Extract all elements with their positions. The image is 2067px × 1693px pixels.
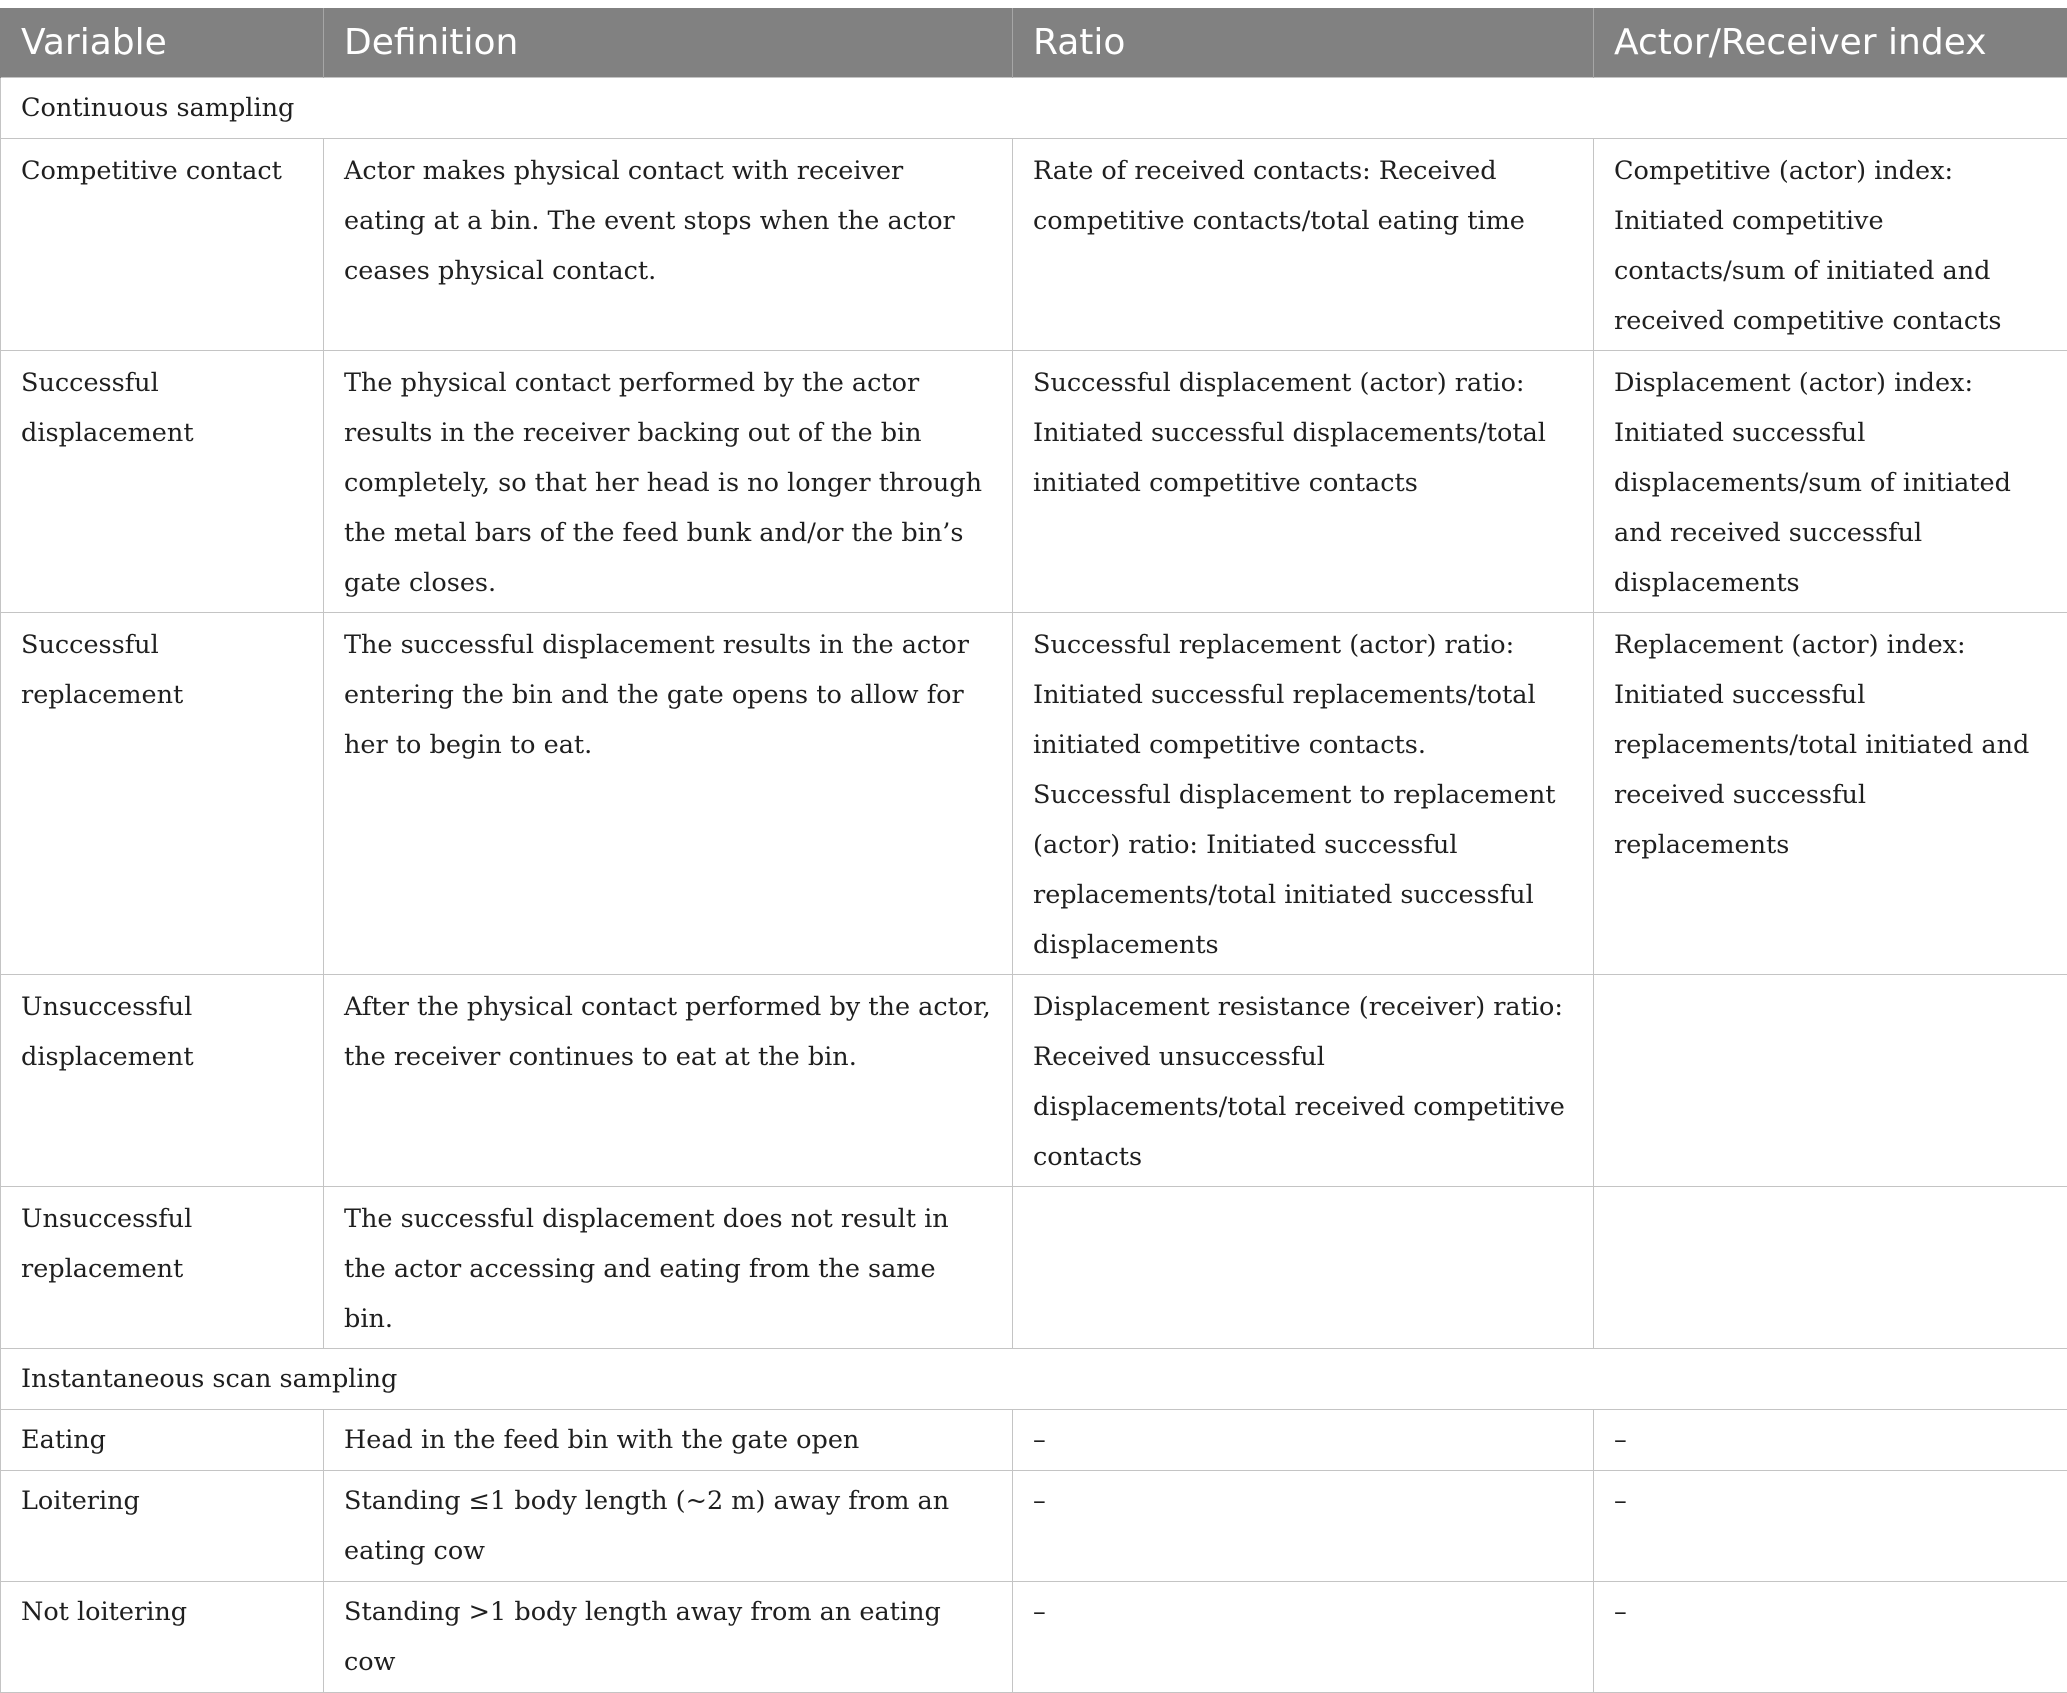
ratio-text: – xyxy=(1033,1415,1573,1465)
table-row xyxy=(1,1187,2067,1349)
index-cell xyxy=(1594,975,2067,1187)
definition-cell: After the physical contact performed by the actor, the receiver continues to eat at the bin. xyxy=(324,975,1013,1187)
index-cell: – xyxy=(1594,1410,2067,1471)
ratio-text: Successful displacement (actor) ratio: Initiated successful displacements/total initiated competitive contacts xyxy=(1033,358,1573,508)
ratio-cell xyxy=(1013,139,1594,351)
table-body xyxy=(1,78,2067,1693)
index-cell: Replacement (actor) index: Initiated successful replacements/total initiated and received successful replacements xyxy=(1594,613,2067,975)
index-cell: – xyxy=(1594,1582,2067,1693)
ratio-cell xyxy=(1013,1187,1594,1349)
ratio-cell xyxy=(1013,1582,1594,1693)
ratio-cell xyxy=(1013,613,1594,975)
ratio-cell xyxy=(1013,975,1594,1187)
column-header-ratio: Ratio xyxy=(1013,8,1594,78)
table-row xyxy=(1,975,2067,1187)
variable-cell: Unsuccessful displacement xyxy=(1,975,324,1187)
section-row-continuous xyxy=(1,78,2067,139)
index-cell xyxy=(1594,1187,2067,1349)
section-title: Continuous sampling xyxy=(1,78,2067,139)
variable-cell: Successful displacement xyxy=(1,351,324,613)
table-row xyxy=(1,1410,2067,1471)
section-title: Instantaneous scan sampling xyxy=(1,1349,2067,1410)
ratio-text: Rate of received contacts: Received competitive contacts/total eating time xyxy=(1033,146,1573,246)
table-row xyxy=(1,351,2067,613)
ratio-cell xyxy=(1013,1471,1594,1582)
variable-cell: Competitive contact xyxy=(1,139,324,351)
ratio-cell xyxy=(1013,1410,1594,1471)
ratio-text: Displacement resistance (receiver) ratio: Received unsuccessful displacements/total received competitive contacts xyxy=(1033,982,1573,1182)
table-row xyxy=(1,613,2067,975)
index-cell: Competitive (actor) index: Initiated competitive contacts/sum of initiated and received competitive contacts xyxy=(1594,139,2067,351)
ratio-cell xyxy=(1013,351,1594,613)
table-row xyxy=(1,1582,2067,1693)
table-header xyxy=(1,8,2067,78)
variable-cell: Loitering xyxy=(1,1471,324,1582)
header-row xyxy=(1,8,2067,78)
ratio-text: – xyxy=(1033,1476,1573,1526)
section-row-instantaneous xyxy=(1,1349,2067,1410)
index-cell: Displacement (actor) index: Initiated successful displacements/sum of initiated and received successful displacements xyxy=(1594,351,2067,613)
variable-cell: Successful replacement xyxy=(1,613,324,975)
definition-cell: Actor makes physical contact with receiver eating at a bin. The event stops when the actor ceases physical contact. xyxy=(324,139,1013,351)
table-row xyxy=(1,139,2067,351)
definition-cell: The successful displacement does not result in the actor accessing and eating from the same bin. xyxy=(324,1187,1013,1349)
column-header-definition: Definition xyxy=(324,8,1013,78)
column-header-variable: Variable xyxy=(1,8,324,78)
ratio-text: Successful displacement to replacement (actor) ratio: Initiated successful replacements/total initiated successful displacements xyxy=(1033,770,1573,970)
definition-cell: Head in the feed bin with the gate open xyxy=(324,1410,1013,1471)
ratio-text: Successful replacement (actor) ratio: Initiated successful replacements/total initiated competitive contacts. xyxy=(1033,620,1573,770)
index-cell: – xyxy=(1594,1471,2067,1582)
variable-cell: Not loitering xyxy=(1,1582,324,1693)
variable-cell: Unsuccessful replacement xyxy=(1,1187,324,1349)
table-row xyxy=(1,1471,2067,1582)
ratio-text: – xyxy=(1033,1587,1573,1637)
variable-cell: Eating xyxy=(1,1410,324,1471)
definition-cell: The physical contact performed by the actor results in the receiver backing out of the bin completely, so that her head is no longer through the metal bars of the feed bunk and/or the bin’s gate closes. xyxy=(324,351,1013,613)
definition-cell: Standing ≤1 body length (~2 m) away from an eating cow xyxy=(324,1471,1013,1582)
definition-cell: The successful displacement results in the actor entering the bin and the gate opens to allow for her to begin to eat. xyxy=(324,613,1013,975)
definitions-table xyxy=(0,8,2067,1693)
definition-cell: Standing >1 body length away from an eating cow xyxy=(324,1582,1013,1693)
column-header-index: Actor/Receiver index xyxy=(1594,8,2067,78)
